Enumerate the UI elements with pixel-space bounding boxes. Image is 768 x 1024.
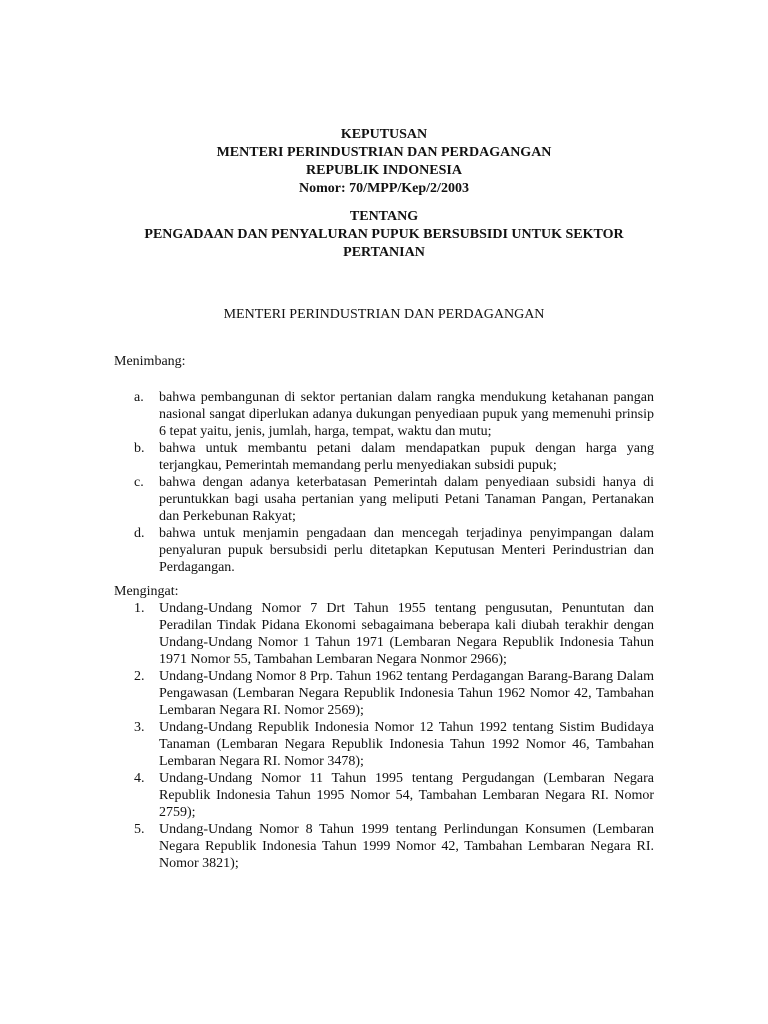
list-item — [114, 719, 654, 770]
header-line-number: Nomor: 70/MPP/Kep/2/2003 — [299, 181, 469, 196]
list-marker: 2. — [134, 669, 145, 684]
list-marker: 4. — [134, 771, 145, 786]
list-item-text: Undang-Undang Nomor 11 Tahun 1995 tentang Pergudangan (Lembaran Negara Republik Indonesia Tahun 1995 Nomor 54, Tambahan Lembaran Negara RI. Nomor 2759); — [159, 771, 654, 820]
list-item-text: bahwa dengan adanya keterbatasan Pemerintah dalam penyediaan subsidi hanya di peruntukkan bagi usaha pertanian yang meliputi Petani Tanaman Pangan, Pertanakan dan Perkebunan Rakyat; — [159, 475, 654, 524]
list-item-text: Undang-Undang Republik Indonesia Nomor 12 Tahun 1992 tentang Sistim Budidaya Tanaman (Lembaran Negara Republik Indonesia Tahun 1992 Nomor 46, Tambahan Lembaran Negara RI. Nomor 3478); — [159, 720, 654, 769]
list-item-text: bahwa untuk menjamin pengadaan dan mencegah terjadinya penyimpangan dalam penyaluran pupuk bersubsidi perlu ditetapkan Keputusan Menteri Perindustrian dan Perdagangan. — [159, 526, 654, 575]
header-line-country: REPUBLIK INDONESIA — [306, 163, 462, 178]
list-marker: 3. — [134, 720, 145, 735]
list-item-text: Undang-Undang Nomor 8 Prp. Tahun 1962 tentang Perdagangan Barang-Barang Dalam Pengawasan (Lembaran Negara Republik Indonesia Tahun 1962 Nomor 42, Tambahan Lembaran Negara RI. Nomor 2569); — [159, 669, 654, 718]
list-item — [114, 440, 654, 474]
list-marker: a. — [134, 390, 144, 405]
list-marker: 5. — [134, 822, 145, 837]
list-item-text: Undang-Undang Nomor 7 Drt Tahun 1955 tentang pengusutan, Penuntutan dan Peradilan Tindak Pidana Ekonomi sebagaimana beberapa kali diubah terakhir dengan Undang-Undang Nomor 1 Tahun 1971 (Lembaran Negara Republik Indonesia Tahun 1971 Nomor 55, Tambahan Lembaran Negara Nonmor 2966); — [159, 601, 654, 667]
menimbang-list — [114, 389, 654, 576]
list-item — [114, 770, 654, 821]
minister-heading: MENTERI PERINDUSTRIAN DAN PERDAGANGAN — [223, 307, 545, 322]
list-marker: c. — [134, 475, 144, 490]
header-line-decree: KEPUTUSAN — [340, 127, 428, 142]
list-marker: d. — [134, 526, 145, 541]
list-item-text: Undang-Undang Nomor 8 Tahun 1999 tentang Perlindungan Konsumen (Lembaran Negara Republik Indonesia Tahun 1999 Nomor 42, Tambahan Lembaran Negara RI. Nomor 3821); — [159, 822, 654, 871]
list-item — [114, 821, 654, 872]
list-item-text: bahwa untuk membantu petani dalam mendapatkan pupuk dengan harga yang terjangkau, Pemerintah memandang perlu menyediakan subsidi pupuk; — [159, 441, 654, 473]
list-item — [114, 668, 654, 719]
list-item — [114, 525, 654, 576]
list-item — [114, 389, 654, 440]
list-item-text: bahwa pembangunan di sektor pertanian dalam rangka mendukung ketahanan pangan nasional sangat diperlukan adanya dukungan penyediaan pupuk yang memenuhi prinsip 6 tepat yaitu, jenis, jumlah, harga, tempat, waktu dan mutu; — [159, 390, 654, 439]
list-item — [114, 474, 654, 525]
subject-line-tentang: TENTANG — [349, 209, 419, 224]
decree-header — [114, 126, 654, 198]
decree-subject — [114, 208, 654, 262]
subject-line-title-2: PERTANIAN — [343, 245, 425, 260]
list-marker: b. — [134, 441, 145, 456]
menimbang-label: Menimbang: — [114, 354, 186, 369]
list-item — [114, 600, 654, 668]
list-marker: 1. — [134, 601, 145, 616]
mengingat-list — [114, 600, 654, 872]
header-line-ministry: MENTERI PERINDUSTRIAN DAN PERDAGANGAN — [216, 145, 552, 160]
subject-line-title-1: PENGADAAN DAN PENYALURAN PUPUK BERSUBSIDI UNTUK SEKTOR — [144, 227, 624, 242]
mengingat-label: Mengingat: — [114, 584, 179, 599]
